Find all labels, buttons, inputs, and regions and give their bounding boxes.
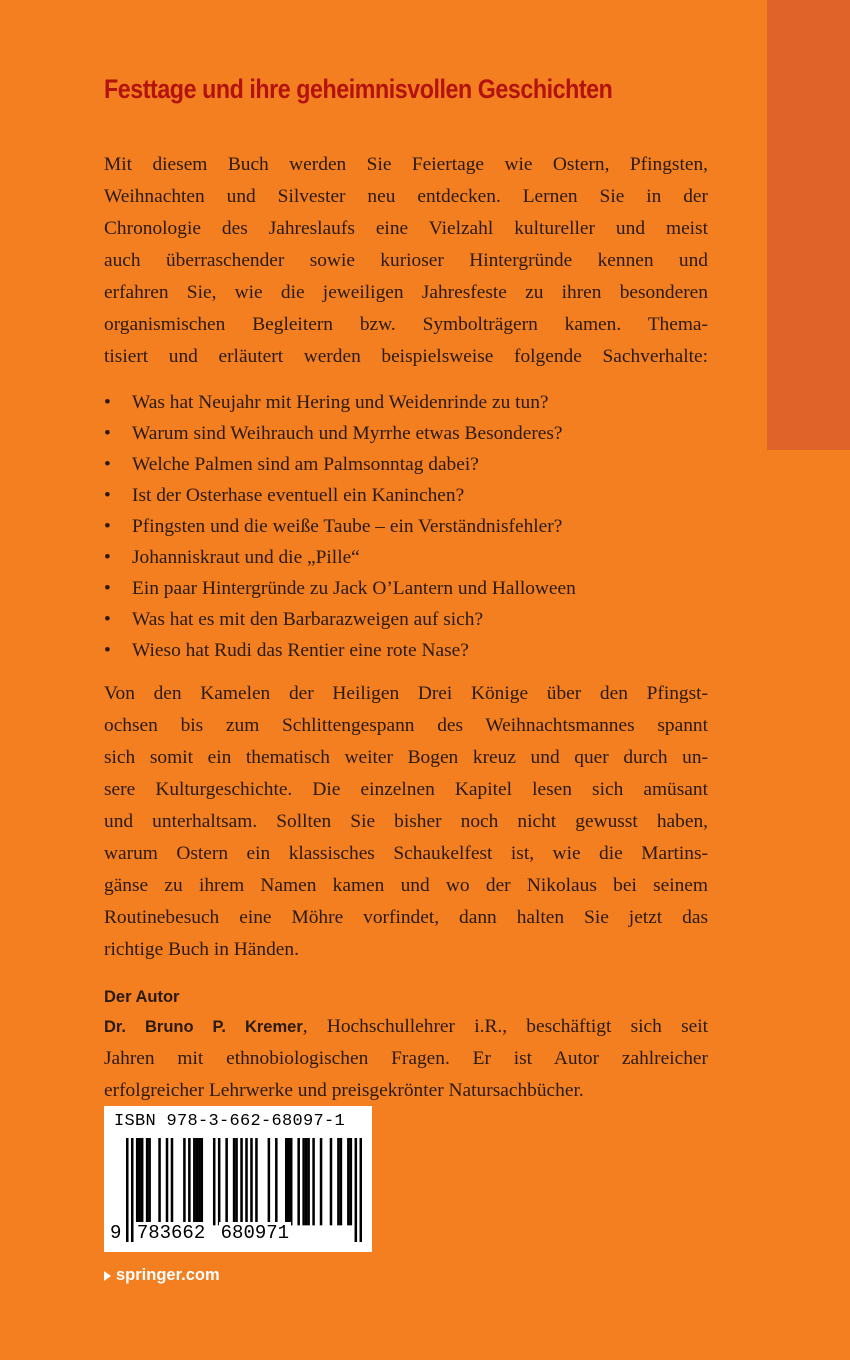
barcode-bar xyxy=(287,1138,290,1225)
arrow-right-icon xyxy=(104,1271,111,1281)
list-item: • Ein paar Hintergründe zu Jack O’Lantern und Halloween xyxy=(104,573,708,604)
barcode-bar xyxy=(148,1138,151,1225)
summary-line: richtige Buch in Händen. xyxy=(104,939,299,960)
barcode-bar xyxy=(275,1138,278,1225)
barcode-bar xyxy=(330,1138,333,1225)
intro-paragraph xyxy=(104,149,708,373)
barcode-bar xyxy=(250,1138,253,1225)
summary-line: sich somit ein thematisch weiter Bogen kreuz und quer durch un- xyxy=(104,747,708,768)
isbn-barcode xyxy=(104,1106,372,1252)
barcode-bar xyxy=(158,1138,161,1225)
list-item: • Warum sind Weihrauch und Myrrhe etwas Besonderes? xyxy=(104,418,708,449)
barcode-bar xyxy=(312,1138,315,1225)
intro-line: Chronologie des Jahreslaufs eine Vielzahl kultureller und meist xyxy=(104,218,708,239)
ean-first-digit: 9 xyxy=(110,1222,122,1244)
barcode-bar xyxy=(138,1138,141,1225)
barcode-bar xyxy=(305,1138,308,1225)
ean-left-group: 783662 xyxy=(136,1222,206,1244)
cover-side-band xyxy=(767,0,850,450)
barcode-bar xyxy=(201,1138,204,1225)
barcode-bar xyxy=(297,1138,300,1225)
author-heading: Der Autor xyxy=(104,988,180,1006)
barcode-bar xyxy=(347,1138,350,1225)
barcode-bar xyxy=(302,1138,305,1225)
list-item: • Johanniskraut und die „Pille“ xyxy=(104,542,708,573)
list-item: • Was hat Neujahr mit Hering und Weidenrinde zu tun? xyxy=(104,387,708,418)
barcode-bar xyxy=(193,1138,196,1225)
list-item: • Ist der Osterhase eventuell ein Kaninchen? xyxy=(104,480,708,511)
publisher-link[interactable] xyxy=(104,1266,220,1285)
barcode-bar xyxy=(350,1138,353,1225)
barcode-bar xyxy=(340,1138,343,1225)
list-item: • Was hat es mit den Barbarazweigen auf sich? xyxy=(104,604,708,635)
page-title: Festtage und ihre geheimnisvollen Geschichten xyxy=(104,74,613,104)
summary-line: gänse zu ihrem Namen kamen und wo der Nikolaus bei seinem xyxy=(104,875,708,896)
question-list xyxy=(104,387,708,666)
barcode-bar xyxy=(188,1138,191,1225)
barcode-bar xyxy=(213,1138,216,1225)
barcode-bar xyxy=(218,1138,221,1225)
list-item: • Wieso hat Rudi das Rentier eine rote Nase? xyxy=(104,635,708,666)
author-line-rest: , Hochschullehrer i.R., beschäftigt sich seit xyxy=(302,1016,708,1037)
barcode-bar xyxy=(290,1138,293,1225)
barcode-bar xyxy=(183,1138,186,1225)
barcode-bar xyxy=(225,1138,228,1225)
summary-line: Von den Kamelen der Heiligen Drei Könige über den Pfingst- xyxy=(104,683,708,704)
intro-line: erfahren Sie, wie die jeweiligen Jahresfeste zu ihren besonderen xyxy=(104,282,708,303)
barcode-bar xyxy=(146,1138,149,1225)
back-cover-text xyxy=(104,74,708,1107)
summary-paragraph xyxy=(104,678,708,966)
barcode-bar xyxy=(320,1138,323,1225)
barcode-bar xyxy=(337,1138,340,1225)
barcode-bar xyxy=(355,1138,358,1242)
summary-line: sere Kulturgeschichte. Die einzelnen Kapitel lesen sich amüsant xyxy=(104,779,708,800)
intro-line: auch überraschender sowie kurioser Hintergründe kennen und xyxy=(104,250,708,271)
summary-line: ochsen bis zum Schlittengespann des Weihnachtsmannes spannt xyxy=(104,715,708,736)
ean-right-group: 680971 xyxy=(220,1222,290,1244)
barcode-bar xyxy=(233,1138,236,1225)
list-item: • Welche Palmen sind am Palmsonntag dabei? xyxy=(104,449,708,480)
barcode-bar xyxy=(198,1138,201,1225)
author-paragraph xyxy=(104,1011,708,1107)
summary-line: warum Ostern ein klassisches Schaukelfest ist, wie die Martins- xyxy=(104,843,708,864)
barcode-bar xyxy=(268,1138,271,1225)
barcode-bar xyxy=(360,1138,362,1242)
barcode-bar xyxy=(235,1138,238,1225)
summary-line: und unterhaltsam. Sollten Sie bisher noch nicht gewusst haben, xyxy=(104,811,708,832)
intro-line: tisiert und erläutert werden beispielsweise folgende Sachverhalte: xyxy=(104,346,708,367)
barcode-bar xyxy=(307,1138,310,1225)
barcode-bar xyxy=(136,1138,139,1225)
barcode-bar xyxy=(166,1138,169,1225)
barcode-bar xyxy=(141,1138,144,1225)
summary-line: Routinebesuch eine Möhre vorfindet, dann halten Sie jetzt das xyxy=(104,907,708,928)
author-line xyxy=(104,1011,708,1043)
list-item: • Pfingsten und die weiße Taube – ein Verständnisfehler? xyxy=(104,511,708,542)
barcode-bar xyxy=(171,1138,174,1225)
isbn-label: ISBN 978-3-662-68097-1 xyxy=(114,1112,346,1131)
intro-line: organismischen Begleitern bzw. Symbolträgern kamen. Thema- xyxy=(104,314,708,335)
ean-digits xyxy=(108,1222,291,1244)
barcode-bar xyxy=(196,1138,199,1225)
publisher-label: springer.com xyxy=(116,1266,220,1284)
barcode-bar xyxy=(255,1138,258,1225)
author-line: Jahren mit ethnobiologischen Fragen. Er ist Autor zahlreicher xyxy=(104,1048,708,1069)
barcode-bar xyxy=(285,1138,288,1225)
intro-line: Weihnachten und Silvester neu entdecken. Lernen Sie in der xyxy=(104,186,708,207)
author-name: Dr. Bruno P. Kremer xyxy=(104,1018,303,1036)
intro-line: Mit diesem Buch werden Sie Feiertage wie Ostern, Pfingsten, xyxy=(104,154,708,175)
author-line: erfolgreicher Lehrwerke und preisgekrönter Natursachbücher. xyxy=(104,1080,584,1101)
